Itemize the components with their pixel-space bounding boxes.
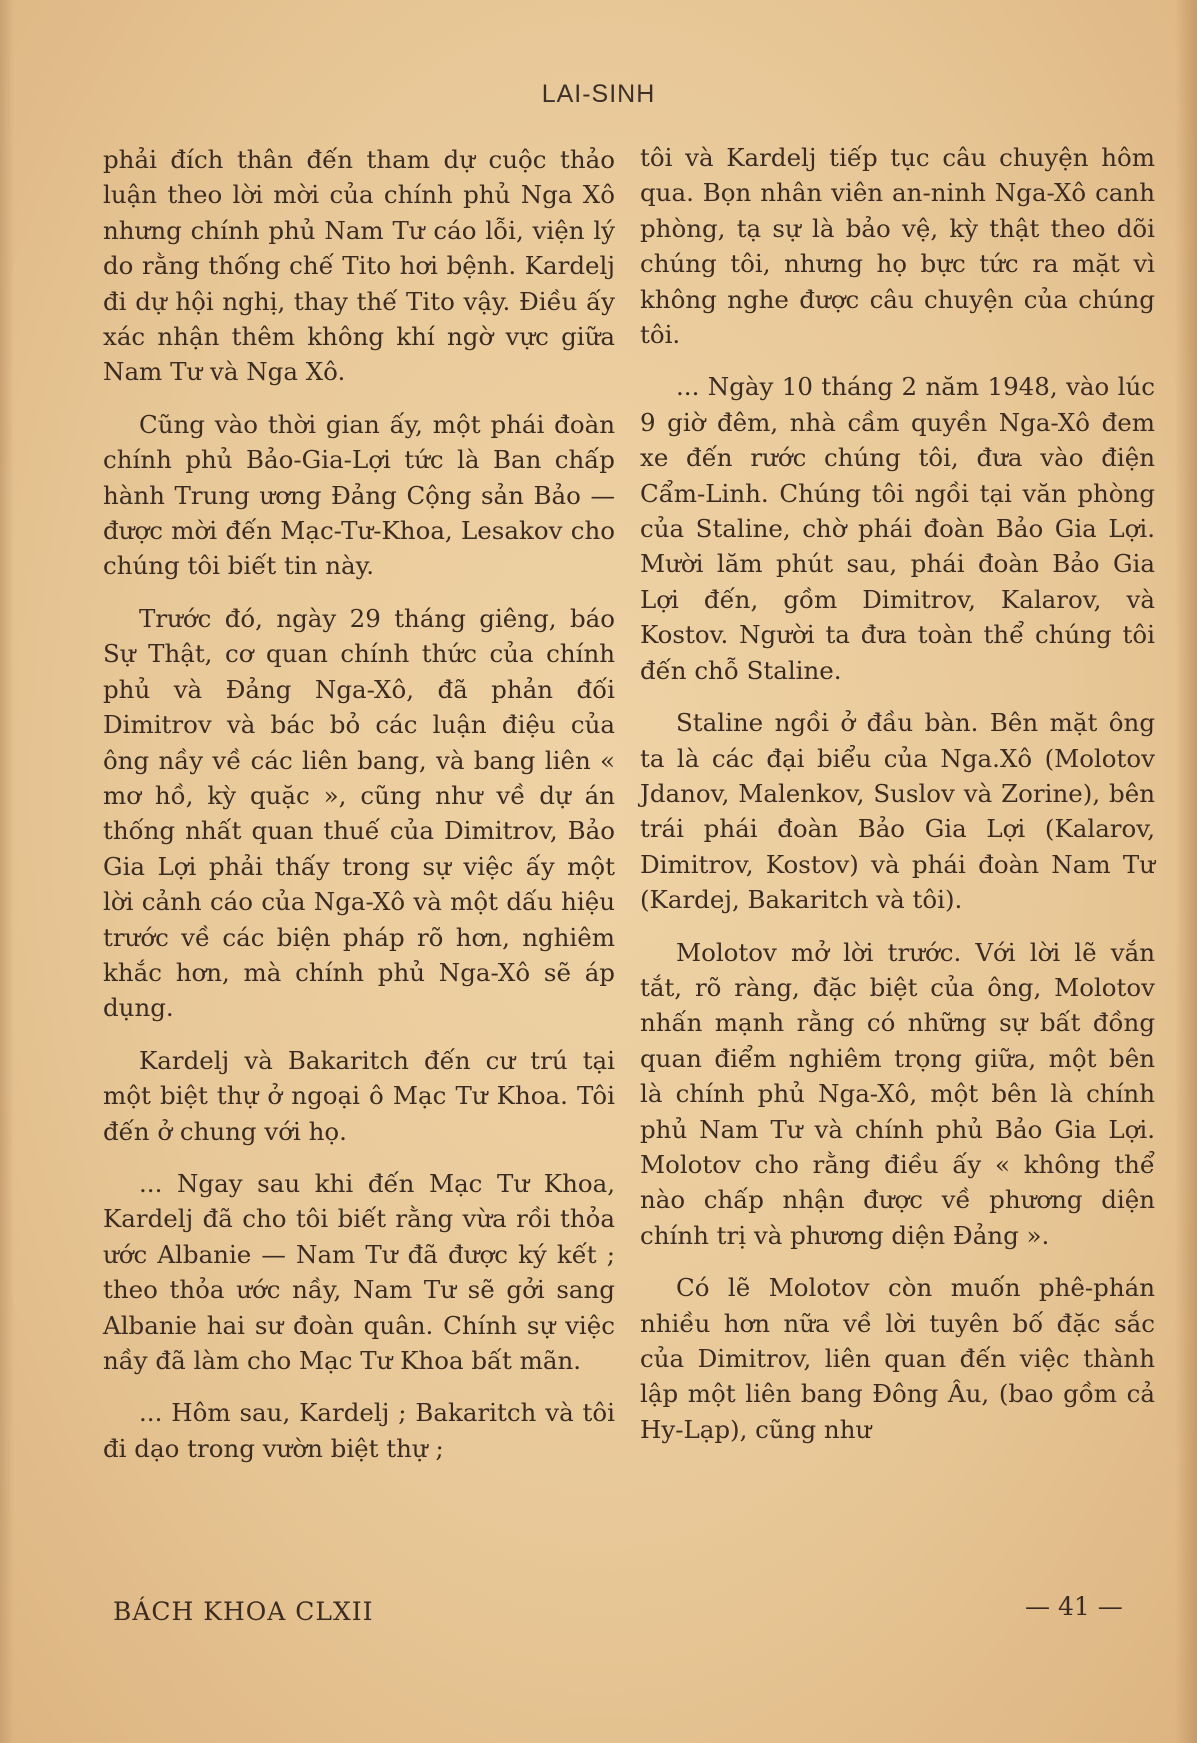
publication-footer: BÁCH KHOA CLXII: [113, 1597, 374, 1626]
paragraph: ... Ngày 10 tháng 2 năm 1948, vào lúc 9 giờ đêm, nhà cầm quyền Nga-Xô đem xe đến rước chúng tôi, đưa vào điện Cẩm-Linh. Chúng tôi ngồi tại văn phòng của Staline, chờ phái đoàn Bảo Gia Lợi. Mười lăm phút sau, phái đoàn Bảo Gia Lợi đến, gồm Dimitrov, Kalarov, và Kostov. Người ta đưa toàn thể chúng tôi đến chỗ Staline.: [640, 372, 1155, 685]
paragraph: Staline ngồi ở đầu bàn. Bên mặt ông ta là các đại biểu của Nga.Xô (Molotov Jdanov, Malenkov, Suslov và Zorine), bên trái phái đoàn Bảo Gia Lợi (Kalarov, Dimitrov, Kostov) và phái đoàn Nam Tư (Kardej, Bakaritch và tôi).: [640, 708, 1155, 915]
right-column: [640, 140, 1155, 1464]
paragraph: Cũng vào thời gian ấy, một phái đoàn chính phủ Bảo-Gia-Lợi tức là Ban chấp hành Trung ương Đảng Cộng sản Bảo — được mời đến Mạc-Tư-Khoa, Lesakov cho chúng tôi biết tin này.: [103, 409, 615, 581]
page-number: — 41 —: [1025, 1592, 1123, 1621]
left-column: [103, 142, 615, 1483]
paragraph: ... Hôm sau, Kardelj ; Bakaritch và tôi đi dạo trong vườn biệt thự ;: [103, 1398, 615, 1463]
paragraph: Kardelj và Bakaritch đến cư trú tại một biệt thự ở ngoại ô Mạc Tư Khoa. Tôi đến ở chung với họ.: [103, 1045, 615, 1146]
paragraph: tôi và Kardelj tiếp tục câu chuyện hôm qua. Bọn nhân viên an-ninh Nga-Xô canh phòng, tạ sự là bảo vệ, kỳ thật theo dõi chúng tôi, nhưng họ bực tức ra mặt vì không nghe được câu chuyện của chúng tôi.: [640, 143, 1155, 350]
paragraph: Trước đó, ngày 29 tháng giêng, báo Sự Thật, cơ quan chính thức của chính phủ và Đảng Nga-Xô, đã phản đối Dimitrov và bác bỏ các luận điệu của ông nầy về các liên bang, và bang liên « mơ hồ, kỳ quặc », cũng như về dự án thống nhất quan thuế của Dimitrov, Bảo Gia Lợi phải thấy trong sự việc ấy một lời cảnh cáo của Nga-Xô và một dấu hiệu trước về các biện pháp rõ hơn, nghiêm khắc hơn, mà chính phủ Nga-Xô sẽ áp dụng.: [103, 603, 615, 1023]
paragraph: Có lẽ Molotov còn muốn phê-phán nhiều hơn nữa về lời tuyên bố đặc sắc của Dimitrov, liên quan đến việc thành lập một liên bang Đông Âu, (bao gồm cả Hy-Lạp), cũng như: [640, 1273, 1155, 1444]
page-edge-shadow-left: [0, 0, 14, 1743]
page-edge-shadow-right: [1175, 0, 1197, 1743]
running-header: LAI-SINH: [541, 80, 656, 108]
paragraph: phải đích thân đến tham dự cuộc thảo luận theo lời mời của chính phủ Nga Xô nhưng chính phủ Nam Tư cáo lỗi, viện lý do rằng thống chế Tito hơi bệnh. Kardelj đi dự hội nghị, thay thế Tito vậy. Điều ấy xác nhận thêm không khí ngờ vực giữa Nam Tư và Nga Xô.: [103, 145, 615, 387]
paragraph: Molotov mở lời trước. Với lời lẽ vắn tắt, rõ ràng, đặc biệt của ông, Molotov nhấn mạnh rằng có những sự bất đồng quan điểm nghiêm trọng giữa, một bên là chính phủ Nga-Xô, một bên là chính phủ Nam Tư và chính phủ Bảo Gia Lợi. Molotov cho rằng điều ấy « không thể nào chấp nhận được về phương diện chính trị và phương diện Đảng ».: [640, 937, 1155, 1250]
paragraph: ... Ngay sau khi đến Mạc Tư Khoa, Kardelj đã cho tôi biết rằng vừa rồi thỏa ước Albanie — Nam Tư đã được ký kết ; theo thỏa ước nầy, Nam Tư sẽ gởi sang Albanie hai sư đoàn quân. Chính sự việc nầy đã làm cho Mạc Tư Khoa bất mãn.: [103, 1168, 615, 1375]
